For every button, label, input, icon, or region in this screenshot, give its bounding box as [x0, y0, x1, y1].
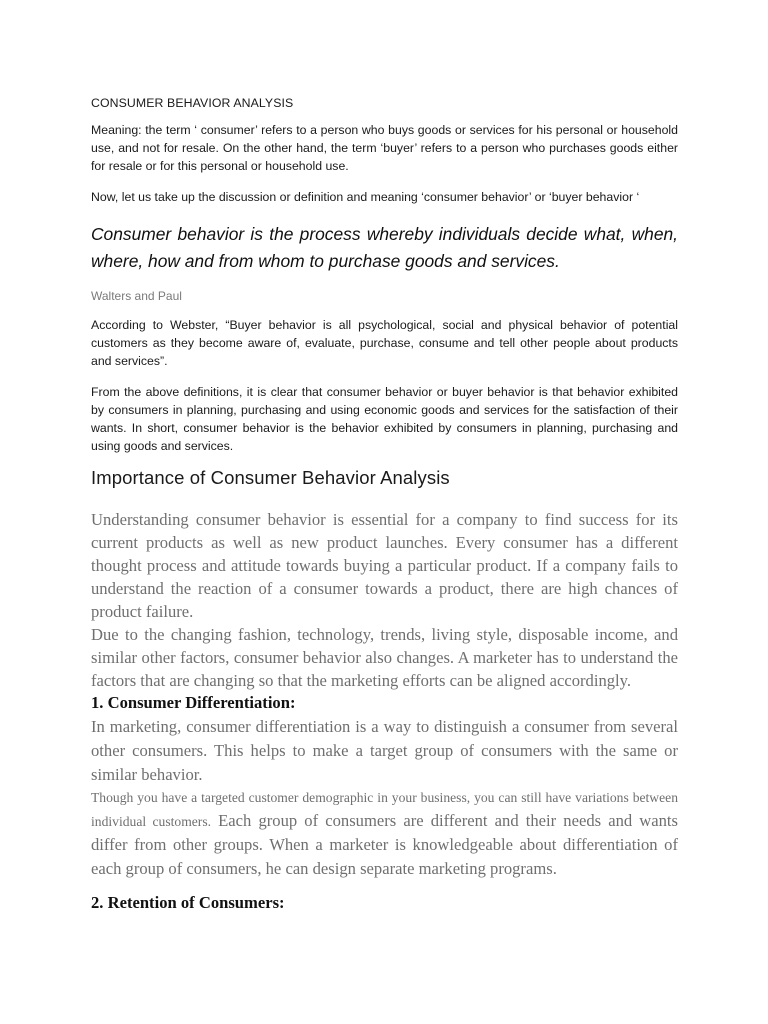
variations-lead-text: Though you have a targeted customer demographic in your business, you can still have variations between individual customers. [91, 790, 678, 829]
variations-main-text: Each group of consumers are different and their needs and wants differ from other groups. When a marketer is knowledgeable about differentiation of each group of consumers, he can design separate marketing programs. [91, 811, 679, 878]
webster-paragraph: According to Webster, “Buyer behavior is all psychological, social and physical behavior of potential customers as they become aware of, evaluate, purchase, consume and tell other people about products and services”. [91, 318, 678, 368]
section-heading-retention: 2. Retention of Consumers: [91, 893, 285, 912]
importance-heading: Importance of Consumer Behavior Analysis [91, 467, 450, 488]
differentiation-paragraph: In marketing, consumer differentiation is a way to distinguish a consumer from several other consumers. This helps to make a target group of consumers with the same or similar behavior. [91, 717, 678, 784]
definition-quote: Consumer behavior is the process whereby individuals decide what, when, where, how and from whom to purchase goods and services. [91, 224, 678, 271]
document-title: CONSUMER BEHAVIOR ANALYSIS [91, 96, 294, 110]
understanding-paragraph: Understanding consumer behavior is essential for a company to find success for its current products as well as new product launches. Every consumer has a different thought process and attitude towards buying a particular product. If a company fails to understand the reaction of a consumer towards a product, there are high chances of product failure. [91, 510, 678, 621]
summary-paragraph: From the above definitions, it is clear that consumer behavior or buyer behavior is that behavior exhibited by consumers in planning, purchasing and using economic goods and services for the satisfaction of their wants. In short, consumer behavior is the behavior exhibited by consumers in planning, purchasing and using goods and services. [91, 385, 678, 453]
meaning-paragraph: Meaning: the term ‘ consumer’ refers to a person who buys goods or services for his personal or household use, and not for resale. On the other hand, the term ‘buyer’ refers to a person who purchases goods either for resale or for this personal or household use. [91, 123, 678, 173]
variations-paragraph [91, 786, 678, 881]
quote-attribution: Walters and Paul [91, 289, 182, 303]
discussion-intro: Now, let us take up the discussion or definition and meaning ‘consumer behavior’ or ‘buyer behavior ‘ [91, 190, 640, 204]
section-heading-differentiation: 1. Consumer Differentiation: [91, 693, 296, 712]
changing-factors-paragraph: Due to the changing fashion, technology, trends, living style, disposable income, and similar other factors, consumer behavior also changes. A marketer has to understand the factors that are changing so that the marketing efforts can be aligned accordingly. [91, 625, 678, 690]
